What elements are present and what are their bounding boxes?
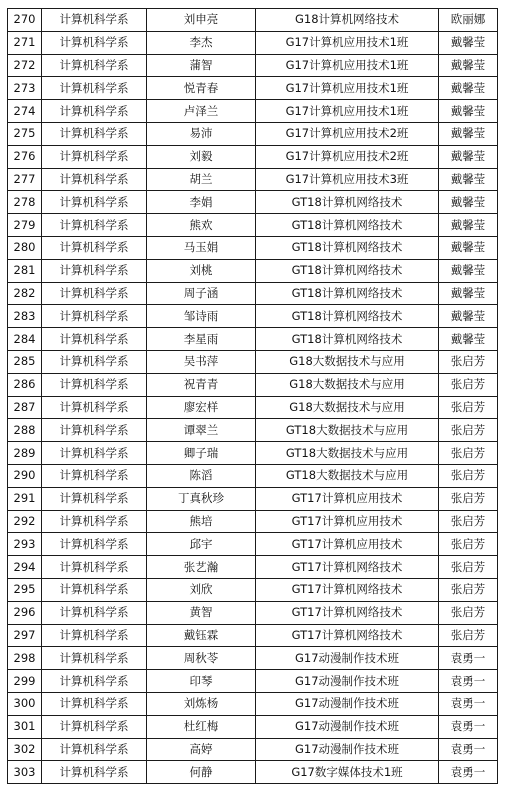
department-cell: 计算机科学系 [42, 692, 147, 715]
class-name-cell: GT18计算机网络技术 [256, 191, 439, 214]
table-row [8, 419, 498, 442]
row-number-cell: 291 [8, 487, 42, 510]
row-number-cell: 295 [8, 578, 42, 601]
row-number-cell: 277 [8, 168, 42, 191]
teacher-name-cell: 袁勇一 [439, 761, 498, 784]
row-number-cell: 280 [8, 236, 42, 259]
teacher-name-cell: 戴馨莹 [439, 259, 498, 282]
teacher-name-cell: 张启芳 [439, 578, 498, 601]
teacher-name-cell: 欧丽娜 [439, 9, 498, 32]
table-row [8, 510, 498, 533]
row-number-cell: 287 [8, 396, 42, 419]
row-number-cell: 301 [8, 715, 42, 738]
row-number-cell: 289 [8, 442, 42, 465]
row-number-cell: 272 [8, 54, 42, 77]
teacher-name-cell: 戴馨莹 [439, 305, 498, 328]
teacher-name-cell: 袁勇一 [439, 647, 498, 670]
teacher-name-cell: 张启芳 [439, 464, 498, 487]
student-name-cell: 悦青春 [147, 77, 256, 100]
row-number-cell: 278 [8, 191, 42, 214]
class-name-cell: GT17计算机应用技术 [256, 510, 439, 533]
table-row [8, 670, 498, 693]
class-name-cell: G18大数据技术与应用 [256, 396, 439, 419]
class-name-cell: GT18大数据技术与应用 [256, 442, 439, 465]
row-number-cell: 298 [8, 647, 42, 670]
row-number-cell: 271 [8, 31, 42, 54]
department-cell: 计算机科学系 [42, 54, 147, 77]
student-name-cell: 高婷 [147, 738, 256, 761]
teacher-name-cell: 袁勇一 [439, 715, 498, 738]
student-name-cell: 张艺瀚 [147, 556, 256, 579]
class-name-cell: GT18计算机网络技术 [256, 282, 439, 305]
table-row [8, 54, 498, 77]
row-number-cell: 276 [8, 145, 42, 168]
student-name-cell: 谭翠兰 [147, 419, 256, 442]
row-number-cell: 285 [8, 350, 42, 373]
class-name-cell: G17动漫制作技术班 [256, 738, 439, 761]
department-cell: 计算机科学系 [42, 214, 147, 237]
department-cell: 计算机科学系 [42, 624, 147, 647]
student-name-cell: 邹诗雨 [147, 305, 256, 328]
student-name-cell: 祝青青 [147, 373, 256, 396]
row-number-cell: 302 [8, 738, 42, 761]
class-name-cell: GT18计算机网络技术 [256, 328, 439, 351]
department-cell: 计算机科学系 [42, 191, 147, 214]
student-name-cell: 刘桃 [147, 259, 256, 282]
student-name-cell: 刘欣 [147, 578, 256, 601]
department-cell: 计算机科学系 [42, 761, 147, 784]
table-row [8, 692, 498, 715]
teacher-name-cell: 戴馨莹 [439, 168, 498, 191]
table-row [8, 259, 498, 282]
row-number-cell: 292 [8, 510, 42, 533]
row-number-cell: 293 [8, 533, 42, 556]
teacher-name-cell: 戴馨莹 [439, 145, 498, 168]
class-name-cell: GT18计算机网络技术 [256, 236, 439, 259]
teacher-name-cell: 袁勇一 [439, 738, 498, 761]
table-row [8, 715, 498, 738]
table-row [8, 396, 498, 419]
student-name-cell: 卢泽兰 [147, 100, 256, 123]
table-row [8, 647, 498, 670]
department-cell: 计算机科学系 [42, 305, 147, 328]
department-cell: 计算机科学系 [42, 510, 147, 533]
table-row [8, 100, 498, 123]
row-number-cell: 300 [8, 692, 42, 715]
class-name-cell: GT17计算机网络技术 [256, 556, 439, 579]
table-row [8, 214, 498, 237]
row-number-cell: 286 [8, 373, 42, 396]
department-cell: 计算机科学系 [42, 442, 147, 465]
teacher-name-cell: 袁勇一 [439, 670, 498, 693]
table-body [8, 9, 498, 784]
class-name-cell: GT17计算机应用技术 [256, 487, 439, 510]
teacher-name-cell: 袁勇一 [439, 692, 498, 715]
department-cell: 计算机科学系 [42, 9, 147, 32]
department-cell: 计算机科学系 [42, 145, 147, 168]
table-row [8, 556, 498, 579]
department-cell: 计算机科学系 [42, 533, 147, 556]
student-name-cell: 刘毅 [147, 145, 256, 168]
class-name-cell: G17计算机应用技术1班 [256, 100, 439, 123]
department-cell: 计算机科学系 [42, 122, 147, 145]
table-row [8, 328, 498, 351]
department-cell: 计算机科学系 [42, 464, 147, 487]
class-name-cell: G18大数据技术与应用 [256, 350, 439, 373]
student-name-cell: 丁真秋珍 [147, 487, 256, 510]
class-name-cell: GT17计算机应用技术 [256, 533, 439, 556]
class-name-cell: GT18计算机网络技术 [256, 305, 439, 328]
table-row [8, 373, 498, 396]
row-number-cell: 288 [8, 419, 42, 442]
teacher-name-cell: 戴馨莹 [439, 54, 498, 77]
student-name-cell: 卿子瑞 [147, 442, 256, 465]
department-cell: 计算机科学系 [42, 77, 147, 100]
class-name-cell: G17动漫制作技术班 [256, 692, 439, 715]
row-number-cell: 290 [8, 464, 42, 487]
teacher-name-cell: 戴馨莹 [439, 122, 498, 145]
department-cell: 计算机科学系 [42, 396, 147, 419]
table-row [8, 533, 498, 556]
class-name-cell: G18计算机网络技术 [256, 9, 439, 32]
department-cell: 计算机科学系 [42, 419, 147, 442]
table-row [8, 350, 498, 373]
table-row [8, 31, 498, 54]
teacher-name-cell: 张启芳 [439, 510, 498, 533]
student-name-cell: 吴书萍 [147, 350, 256, 373]
department-cell: 计算机科学系 [42, 738, 147, 761]
department-cell: 计算机科学系 [42, 100, 147, 123]
department-cell: 计算机科学系 [42, 259, 147, 282]
table-row [8, 77, 498, 100]
class-name-cell: G17计算机应用技术1班 [256, 31, 439, 54]
department-cell: 计算机科学系 [42, 715, 147, 738]
student-name-cell: 熊欢 [147, 214, 256, 237]
row-number-cell: 299 [8, 670, 42, 693]
student-name-cell: 易沛 [147, 122, 256, 145]
teacher-name-cell: 戴馨莹 [439, 214, 498, 237]
teacher-name-cell: 张启芳 [439, 487, 498, 510]
student-name-cell: 廖宏样 [147, 396, 256, 419]
class-name-cell: GT18大数据技术与应用 [256, 419, 439, 442]
class-name-cell: GT17计算机网络技术 [256, 578, 439, 601]
class-name-cell: G17计算机应用技术2班 [256, 145, 439, 168]
table-row [8, 282, 498, 305]
table-row [8, 191, 498, 214]
student-name-cell: 周秋苓 [147, 647, 256, 670]
student-name-cell: 马玉娟 [147, 236, 256, 259]
class-name-cell: G17计算机应用技术2班 [256, 122, 439, 145]
table-row [8, 624, 498, 647]
department-cell: 计算机科学系 [42, 282, 147, 305]
student-name-cell: 李娟 [147, 191, 256, 214]
row-number-cell: 281 [8, 259, 42, 282]
row-number-cell: 296 [8, 601, 42, 624]
teacher-name-cell: 张启芳 [439, 624, 498, 647]
class-name-cell: G17计算机应用技术3班 [256, 168, 439, 191]
department-cell: 计算机科学系 [42, 236, 147, 259]
department-cell: 计算机科学系 [42, 670, 147, 693]
teacher-name-cell: 戴馨莹 [439, 282, 498, 305]
teacher-name-cell: 张启芳 [439, 533, 498, 556]
class-name-cell: G17动漫制作技术班 [256, 670, 439, 693]
student-name-cell: 陈滔 [147, 464, 256, 487]
teacher-name-cell: 张启芳 [439, 373, 498, 396]
table-row [8, 9, 498, 32]
student-name-cell: 李星雨 [147, 328, 256, 351]
row-number-cell: 270 [8, 9, 42, 32]
class-name-cell: GT18大数据技术与应用 [256, 464, 439, 487]
department-cell: 计算机科学系 [42, 31, 147, 54]
row-number-cell: 273 [8, 77, 42, 100]
class-name-cell: GT17计算机网络技术 [256, 601, 439, 624]
student-name-cell: 何静 [147, 761, 256, 784]
department-cell: 计算机科学系 [42, 578, 147, 601]
table-row [8, 738, 498, 761]
table-row [8, 761, 498, 784]
teacher-name-cell: 戴馨莹 [439, 77, 498, 100]
student-name-cell: 杜红梅 [147, 715, 256, 738]
teacher-name-cell: 张启芳 [439, 419, 498, 442]
teacher-name-cell: 张启芳 [439, 601, 498, 624]
class-name-cell: GT18计算机网络技术 [256, 214, 439, 237]
class-name-cell: G17计算机应用技术1班 [256, 77, 439, 100]
department-cell: 计算机科学系 [42, 487, 147, 510]
class-name-cell: GT17计算机网络技术 [256, 624, 439, 647]
student-name-cell: 戴钰霖 [147, 624, 256, 647]
teacher-name-cell: 张启芳 [439, 396, 498, 419]
table-row [8, 122, 498, 145]
department-cell: 计算机科学系 [42, 373, 147, 396]
teacher-name-cell: 戴馨莹 [439, 191, 498, 214]
department-cell: 计算机科学系 [42, 601, 147, 624]
row-number-cell: 279 [8, 214, 42, 237]
department-cell: 计算机科学系 [42, 328, 147, 351]
department-cell: 计算机科学系 [42, 350, 147, 373]
table-row [8, 578, 498, 601]
student-name-cell: 黄智 [147, 601, 256, 624]
class-name-cell: GT18计算机网络技术 [256, 259, 439, 282]
teacher-name-cell: 张启芳 [439, 442, 498, 465]
row-number-cell: 274 [8, 100, 42, 123]
department-cell: 计算机科学系 [42, 647, 147, 670]
class-name-cell: G17动漫制作技术班 [256, 647, 439, 670]
class-name-cell: G17计算机应用技术1班 [256, 54, 439, 77]
class-name-cell: G17数字媒体技术1班 [256, 761, 439, 784]
row-number-cell: 294 [8, 556, 42, 579]
department-cell: 计算机科学系 [42, 556, 147, 579]
class-name-cell: G18大数据技术与应用 [256, 373, 439, 396]
student-name-cell: 蒲智 [147, 54, 256, 77]
student-name-cell: 邱宇 [147, 533, 256, 556]
table-row [8, 305, 498, 328]
student-name-cell: 刘炼杨 [147, 692, 256, 715]
row-number-cell: 303 [8, 761, 42, 784]
student-name-cell: 刘申亮 [147, 9, 256, 32]
table-row [8, 168, 498, 191]
student-name-cell: 熊培 [147, 510, 256, 533]
teacher-name-cell: 戴馨莹 [439, 328, 498, 351]
teacher-name-cell: 戴馨莹 [439, 31, 498, 54]
row-number-cell: 297 [8, 624, 42, 647]
student-table [7, 8, 498, 784]
teacher-name-cell: 张启芳 [439, 350, 498, 373]
student-name-cell: 周子涵 [147, 282, 256, 305]
student-name-cell: 李杰 [147, 31, 256, 54]
table-row [8, 487, 498, 510]
table-row [8, 464, 498, 487]
student-name-cell: 印琴 [147, 670, 256, 693]
row-number-cell: 282 [8, 282, 42, 305]
class-name-cell: G17动漫制作技术班 [256, 715, 439, 738]
row-number-cell: 283 [8, 305, 42, 328]
table-row [8, 145, 498, 168]
teacher-name-cell: 戴馨莹 [439, 236, 498, 259]
table-row [8, 601, 498, 624]
table-row [8, 236, 498, 259]
table-row [8, 442, 498, 465]
row-number-cell: 284 [8, 328, 42, 351]
department-cell: 计算机科学系 [42, 168, 147, 191]
student-name-cell: 胡兰 [147, 168, 256, 191]
row-number-cell: 275 [8, 122, 42, 145]
teacher-name-cell: 张启芳 [439, 556, 498, 579]
teacher-name-cell: 戴馨莹 [439, 100, 498, 123]
